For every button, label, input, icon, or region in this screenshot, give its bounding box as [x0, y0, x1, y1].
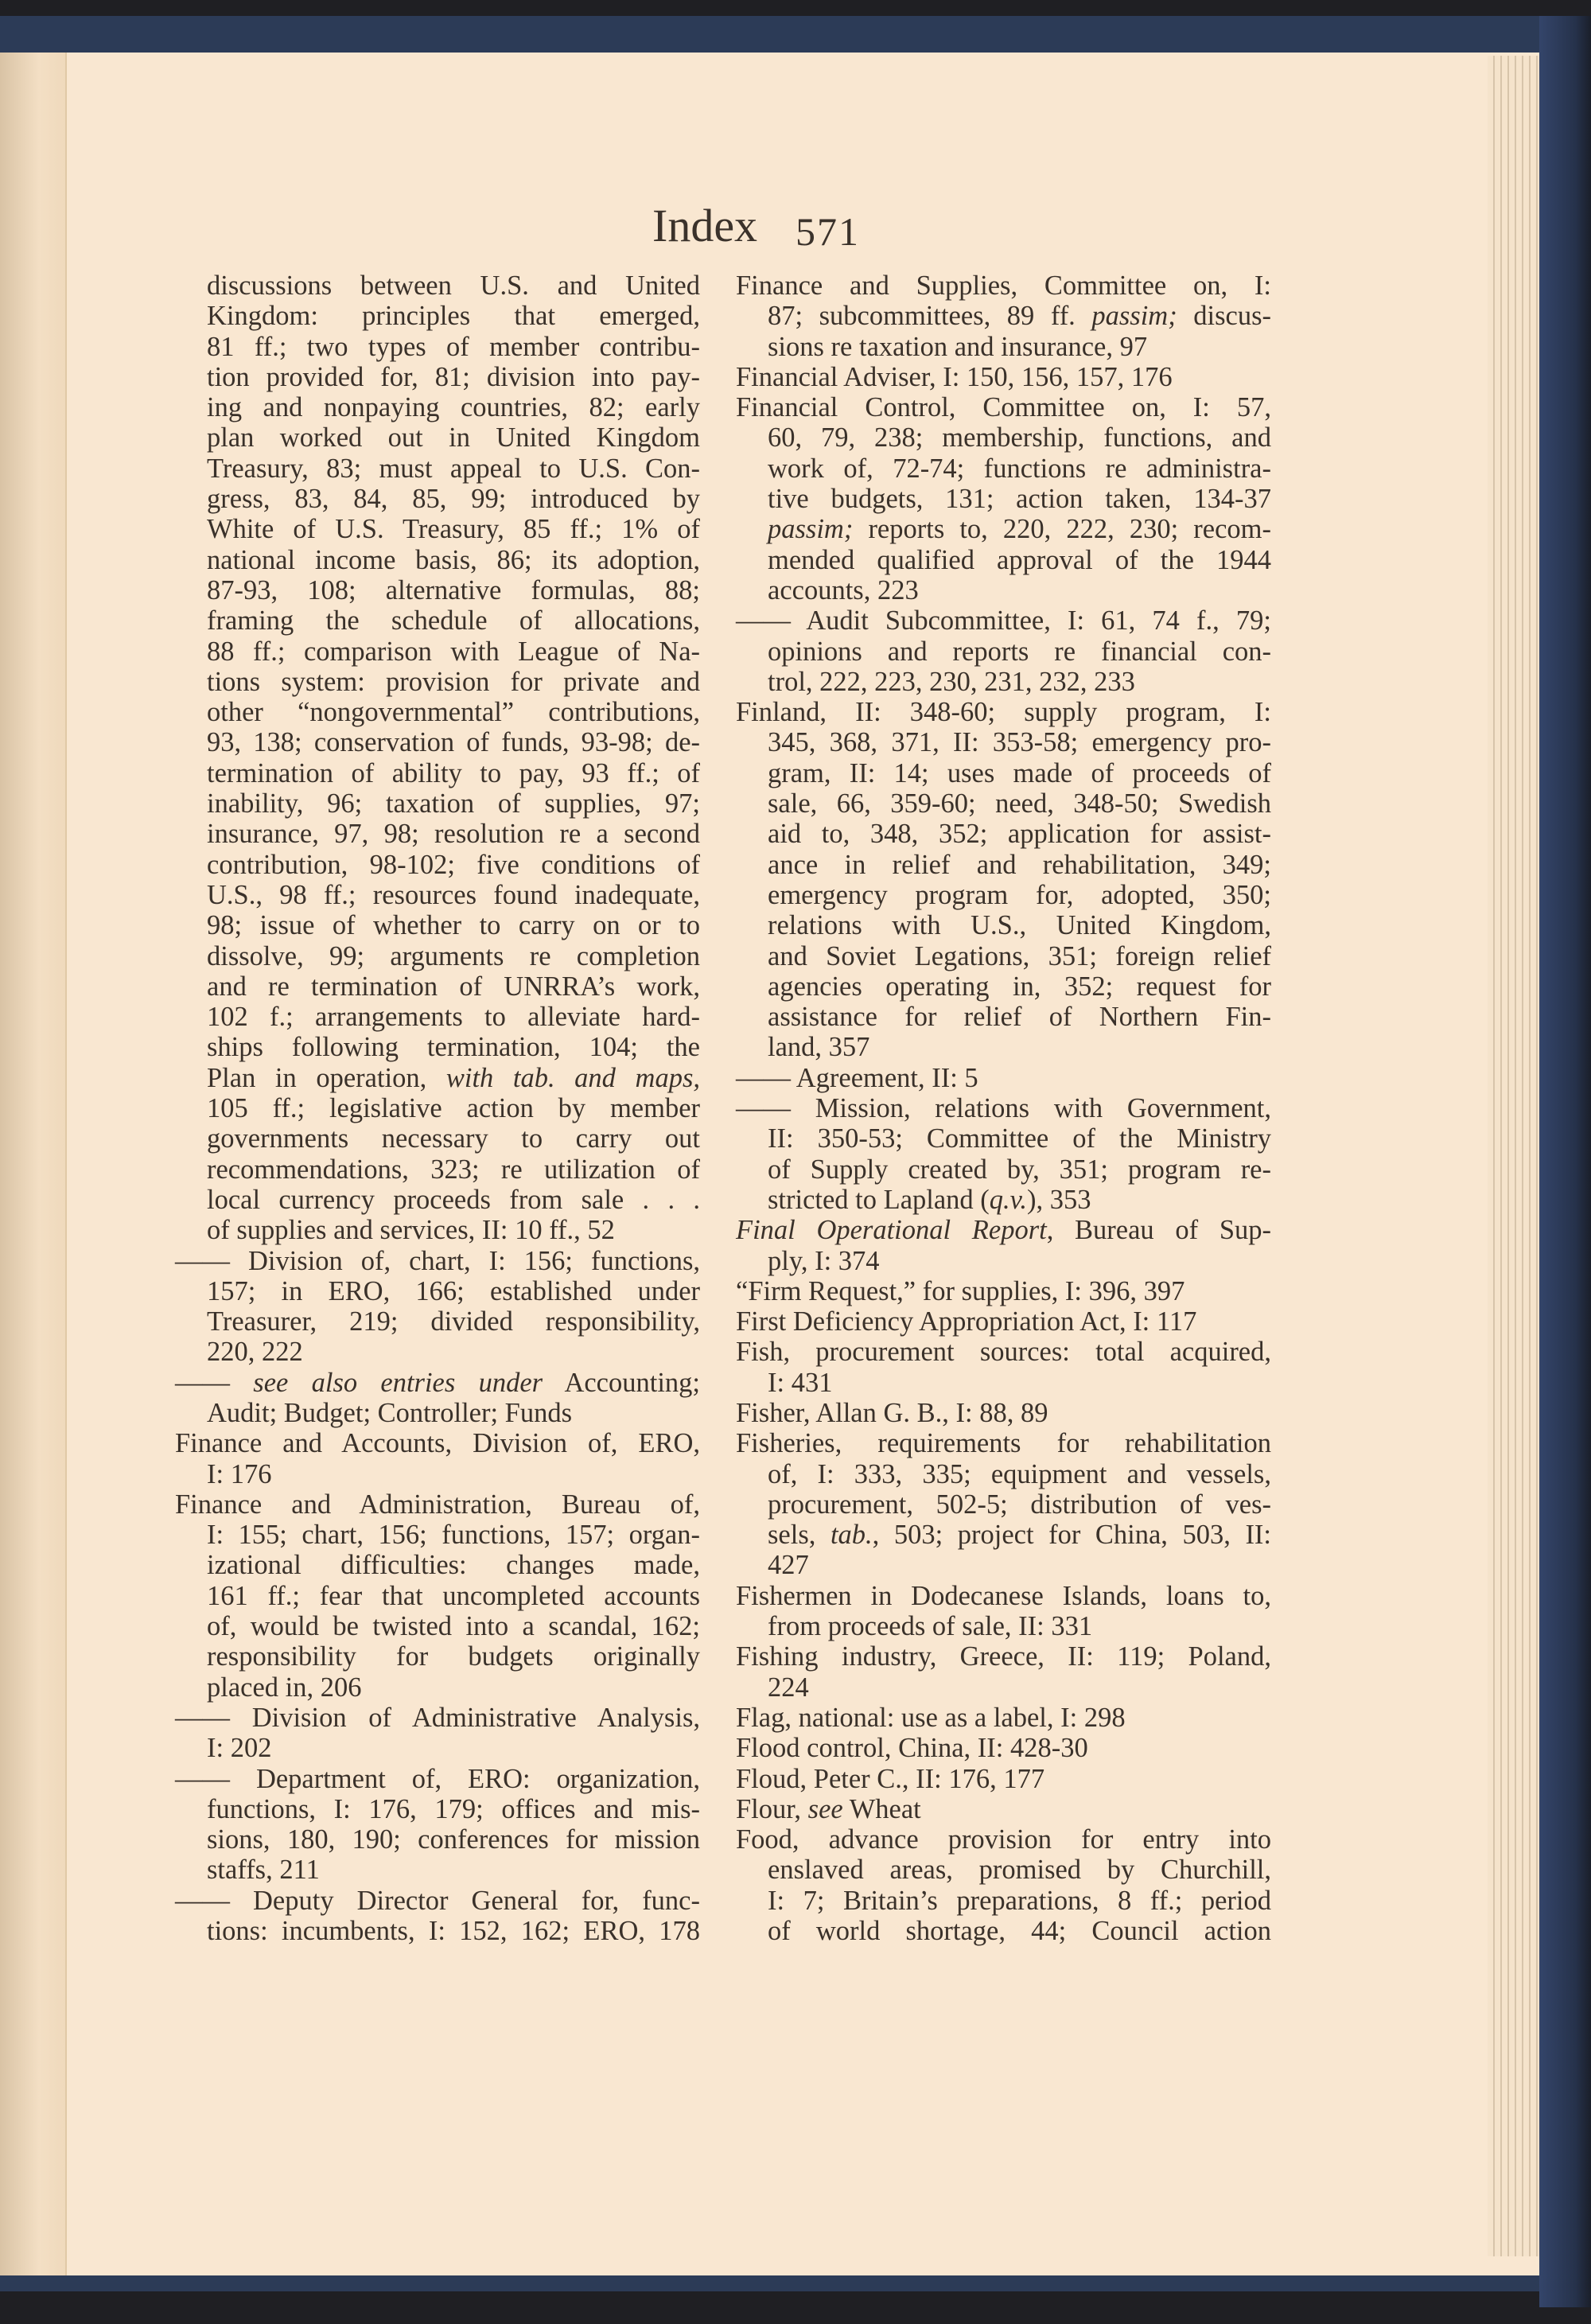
index-entry-continuation: [175, 1581, 700, 1611]
text: insurance, 97, 98; resolution re a second: [207, 819, 700, 850]
index-entry-continuation: [175, 1824, 700, 1855]
text: 87; subcommittees, 89 ff.: [768, 301, 1092, 332]
index-entry-continuation: [175, 1550, 700, 1580]
index-entry-continuation: [175, 910, 700, 940]
index-entry-continuation: [175, 1215, 700, 1245]
index-entry-continuation: [736, 850, 1271, 880]
index-entry-line: [736, 392, 1271, 422]
text: Fishermen in Dodecanese Islands, loans to,: [736, 1580, 1271, 1611]
index-entry-line: [736, 362, 1271, 392]
text: responsibility for budgets originally: [207, 1641, 700, 1672]
text: —— Department of, ERO: organization,: [175, 1763, 700, 1794]
index-entry-continuation: [175, 880, 700, 910]
index-entry-line: [736, 1703, 1271, 1733]
index-entry-continuation: [175, 636, 700, 667]
index-entry-continuation: [736, 1855, 1271, 1885]
text: sions re taxation and insurance, 97: [768, 331, 1148, 362]
index-entry-continuation: [175, 1520, 700, 1550]
index-entry-continuation: [175, 362, 700, 392]
index-entry-line: [736, 1824, 1271, 1855]
index-entry-continuation: [736, 1611, 1271, 1641]
index-entry-continuation: [736, 1459, 1271, 1489]
index-entry-line: [175, 1489, 700, 1520]
index-entry-continuation: [175, 484, 700, 514]
text: discus-: [1177, 301, 1271, 332]
index-entry-continuation: [736, 727, 1271, 757]
index-entry-continuation: [175, 1398, 700, 1428]
text: II: 350-53; Committee of the Ministry: [768, 1123, 1271, 1154]
text: Plan in operation,: [207, 1062, 446, 1093]
index-entry-line: [736, 1276, 1271, 1306]
index-entry-line: [736, 1428, 1271, 1458]
index-entry-line: [175, 1703, 700, 1733]
text: and Soviet Legations, 351; foreign relief: [768, 940, 1271, 971]
index-entry-continuation: [175, 605, 700, 636]
text: Fishing industry, Greece, II: 119; Poland,: [736, 1641, 1271, 1672]
index-entry-line: [175, 1428, 700, 1458]
text: Finance and Administration, Bureau of,: [175, 1489, 700, 1520]
text: tion provided for, 81; division into pay-: [207, 361, 700, 392]
index-entry-continuation: [175, 454, 700, 484]
index-entry-continuation: [175, 1032, 700, 1062]
index-entry-line: [736, 1641, 1271, 1672]
text: 98; issue of whether to carry on or to: [207, 910, 700, 941]
text: of, would be twisted into a scandal, 162;: [207, 1611, 700, 1642]
index-entry-continuation: [736, 575, 1271, 605]
index-entry-continuation: [175, 1306, 700, 1337]
index-entry-continuation: [736, 758, 1271, 788]
text: Finland, II: 348-60; supply program, I:: [736, 697, 1271, 728]
index-entry-continuation: [175, 1641, 700, 1672]
text: procurement, 502-5; distribution of ves-: [768, 1489, 1271, 1520]
index-entry-continuation: [736, 880, 1271, 910]
text: ), 353: [1027, 1184, 1091, 1215]
index-entry-continuation: [175, 1093, 700, 1123]
text: mended qualified approval of the 1944: [768, 544, 1271, 575]
index-entry-continuation: [736, 1886, 1271, 1916]
page-gutter: [0, 53, 67, 2275]
text: Wheat: [842, 1793, 921, 1824]
text: Food, advance provision for entry into: [736, 1824, 1271, 1855]
text: Fisher, Allan G. B., I: 88, 89: [736, 1397, 1048, 1428]
index-entry-line: [736, 271, 1271, 301]
text: recommendations, 323; re utilization of: [207, 1154, 700, 1185]
italic-text: passim;: [1091, 301, 1177, 332]
index-entry-continuation: [736, 971, 1271, 1002]
index-entry-line: [736, 1306, 1271, 1337]
index-entry-continuation: [175, 819, 700, 849]
italic-text: tab.: [830, 1520, 873, 1551]
page-title: Index: [652, 200, 758, 251]
index-entry-line: [736, 605, 1271, 636]
text: I: 431: [768, 1367, 833, 1398]
text: contribution, 98-102; five conditions of: [207, 849, 700, 880]
text: , 503; project for China, 503, II:: [872, 1520, 1272, 1551]
index-entry-continuation: [736, 1520, 1271, 1550]
text: ply, I: 374: [768, 1245, 880, 1276]
index-entry-continuation: [175, 850, 700, 880]
text: 81 ff.; two types of member contribu-: [207, 331, 700, 362]
index-entry-continuation: [736, 484, 1271, 514]
text: dissolve, 99; arguments re completion: [207, 940, 700, 971]
index-entry-continuation: [175, 301, 700, 331]
text: reports to, 220, 222, 230; recom-: [853, 514, 1271, 545]
text: gress, 83, 84, 85, 99; introduced by: [207, 484, 700, 515]
index-entry-line: [736, 1215, 1271, 1245]
text: national income basis, 86; its adoption,: [207, 544, 700, 575]
text: assistance for relief of Northern Fin-: [768, 1002, 1271, 1033]
text: discussions between U.S. and United: [207, 271, 700, 301]
index-entry-continuation: [736, 1154, 1271, 1185]
text: Financial Control, Committee on, I: 57,: [736, 392, 1271, 423]
index-entry-line: [175, 271, 700, 301]
index-entry-line: [175, 1368, 700, 1398]
text: 93, 138; conservation of funds, 93-98; de-: [207, 727, 700, 758]
text: and re termination of UNRRA’s work,: [207, 971, 700, 1002]
index-entry-continuation: [175, 758, 700, 788]
index-entry-continuation: [736, 545, 1271, 575]
index-entry-continuation: [175, 392, 700, 422]
text: Floud, Peter C., II: 176, 177: [736, 1763, 1045, 1794]
index-entry-continuation: [175, 1733, 700, 1763]
text: I: 176: [207, 1458, 272, 1489]
text: Treasurer, 219; divided responsibility,: [207, 1306, 700, 1337]
text: termination of ability to pay, 93 ff.; of: [207, 757, 700, 788]
text: opinions and reports re financial con-: [768, 636, 1271, 667]
index-entry-continuation: [736, 454, 1271, 484]
text: placed in, 206: [207, 1672, 362, 1703]
text: Kingdom: principles that emerged,: [207, 301, 700, 332]
text: of, I: 333, 335; equipment and vessels,: [768, 1458, 1271, 1489]
index-entry-line: [175, 1886, 700, 1916]
text: sale, 66, 359-60; need, 348-50; Swedish: [768, 788, 1271, 819]
text: White of U.S. Treasury, 85 ff.; 1% of: [207, 514, 700, 545]
index-entry-continuation: [175, 1063, 700, 1093]
text: tions system: provision for private and: [207, 666, 700, 697]
page-edges: [1488, 56, 1539, 2256]
text: Flour,: [736, 1793, 808, 1824]
index-entry-line: [736, 1581, 1271, 1611]
text: —— Mission, relations with Government,: [736, 1093, 1271, 1124]
text: local currency proceeds from sale . . .: [207, 1184, 700, 1215]
index-entry-continuation: [175, 1123, 700, 1154]
text: agencies operating in, 352; request for: [768, 971, 1271, 1002]
text: First Deficiency Appropriation Act, I: 117: [736, 1306, 1197, 1337]
index-entry-continuation: [736, 1489, 1271, 1520]
text: Treasury, 83; must appeal to U.S. Con-: [207, 453, 700, 484]
text: ——: [175, 1367, 254, 1398]
index-entry-continuation: [736, 1123, 1271, 1154]
index-entry-continuation: [175, 1916, 700, 1946]
index-entry-line: [736, 697, 1271, 727]
index-entry-continuation: [736, 636, 1271, 667]
italic-text: passim;: [768, 514, 854, 545]
text: izational difficulties: changes made,: [207, 1550, 700, 1581]
index-entry-continuation: [175, 545, 700, 575]
index-entry-continuation: [175, 971, 700, 1002]
index-entry-continuation: [736, 788, 1271, 819]
index-entry-continuation: [175, 1002, 700, 1032]
index-entry-continuation: [175, 941, 700, 971]
text: “Firm Request,” for supplies, I: 396, 397: [736, 1275, 1185, 1306]
text: Flag, national: use as a label, I: 298: [736, 1702, 1126, 1733]
index-entry-line: [175, 1764, 700, 1794]
text: work of, 72-74; functions re administra-: [768, 453, 1271, 484]
index-entry-continuation: [736, 1032, 1271, 1062]
index-entry-line: [175, 1246, 700, 1276]
index-entry-continuation: [175, 422, 700, 453]
index-entry-continuation: [175, 332, 700, 362]
page-number: 571: [796, 209, 860, 254]
italic-text: see: [807, 1793, 843, 1824]
index-entry-continuation: [175, 1154, 700, 1185]
italic-text: q.v.: [989, 1184, 1028, 1215]
index-column-left: [175, 271, 700, 1946]
text: sels,: [768, 1520, 831, 1551]
index-entry-line: [736, 1733, 1271, 1763]
index-entry-continuation: [175, 1855, 700, 1885]
text: Fisheries, requirements for rehabilitation: [736, 1428, 1271, 1459]
index-entry-continuation: [175, 727, 700, 757]
text: inability, 96; taxation of supplies, 97;: [207, 788, 700, 819]
index-entry-continuation: [736, 422, 1271, 453]
index-entry-continuation: [736, 941, 1271, 971]
index-entry-continuation: [736, 1916, 1271, 1946]
text: 161 ff.; fear that uncompleted accounts: [207, 1580, 700, 1611]
text: I: 202: [207, 1733, 272, 1764]
text: of world shortage, 44; Council action: [768, 1916, 1271, 1947]
text: Finance and Accounts, Division of, ERO,: [175, 1428, 700, 1459]
text: —— Deputy Director General for, func-: [175, 1885, 700, 1916]
text: ing and nonpaying countries, 82; early: [207, 392, 700, 423]
index-entry-continuation: [175, 1611, 700, 1641]
text: Finance and Supplies, Committee on, I:: [736, 271, 1271, 301]
text: relations with U.S., United Kingdom,: [768, 910, 1271, 941]
text: from proceeds of sale, II: 331: [768, 1611, 1093, 1642]
text: 345, 368, 371, II: 353-58; emergency pro-: [768, 727, 1271, 758]
index-entry-continuation: [175, 788, 700, 819]
index-entry-continuation: [736, 819, 1271, 849]
text: ships following termination, 104; the: [207, 1032, 700, 1063]
text: 87-93, 108; alternative formulas, 88;: [207, 574, 700, 605]
index-entry-continuation: [736, 667, 1271, 697]
text: 220, 222: [207, 1337, 303, 1368]
index-entry-continuation: [175, 697, 700, 727]
text: functions, I: 176, 179; offices and mis-: [207, 1793, 700, 1824]
text: enslaved areas, promised by Churchill,: [768, 1855, 1271, 1886]
text: Fish, procurement sources: total acquired,: [736, 1337, 1271, 1368]
index-entry-continuation: [175, 1672, 700, 1703]
index-entry-line: [736, 1794, 1271, 1824]
index-entry-line: [736, 1764, 1271, 1794]
text: , Bureau of Sup-: [1046, 1215, 1271, 1246]
text: 88 ff.; comparison with League of Na-: [207, 636, 700, 667]
text: 427: [768, 1550, 809, 1581]
text: 102 f.; arrangements to alleviate hard-: [207, 1002, 700, 1033]
text: sions, 180, 190; conferences for mission: [207, 1824, 700, 1855]
index-entry-continuation: [175, 575, 700, 605]
text: governments necessary to carry out: [207, 1123, 700, 1154]
index-entry-continuation: [736, 1002, 1271, 1032]
index-entry-continuation: [736, 332, 1271, 362]
italic-text: see also entries under: [253, 1367, 543, 1398]
text: accounts, 223: [768, 574, 919, 605]
index-entry-continuation: [736, 301, 1271, 331]
index-entry-line: [736, 1063, 1271, 1093]
text: Financial Adviser, I: 150, 156, 157, 176: [736, 361, 1173, 392]
text: 224: [768, 1672, 809, 1703]
text: U.S., 98 ff.; resources found inadequate,: [207, 879, 700, 910]
index-entry-continuation: [175, 1459, 700, 1489]
index-entry-continuation: [175, 667, 700, 697]
text: —— Division of, chart, I: 156; functions,: [175, 1245, 700, 1276]
text: —— Audit Subcommittee, I: 61, 74 f., 79;: [736, 605, 1271, 636]
text: ance in relief and rehabilitation, 349;: [768, 849, 1271, 880]
text: —— Agreement, II: 5: [736, 1062, 978, 1093]
index-entry-continuation: [736, 910, 1271, 940]
italic-text: Final Operational Report: [736, 1215, 1047, 1246]
text: land, 357: [768, 1032, 870, 1063]
text: emergency program for, adopted, 350;: [768, 879, 1271, 910]
text: of Supply created by, 351; program re-: [768, 1154, 1271, 1185]
text: Flood control, China, II: 428-30: [736, 1733, 1088, 1764]
italic-text: with tab. and maps,: [445, 1062, 700, 1093]
text: plan worked out in United Kingdom: [207, 422, 700, 454]
index-entry-continuation: [736, 1672, 1271, 1703]
index-entry-line: [736, 1337, 1271, 1367]
text: 60, 79, 238; membership, functions, and: [768, 422, 1271, 454]
index-entry-continuation: [175, 1185, 700, 1215]
text: 105 ff.; legislative action by member: [207, 1093, 700, 1124]
index-entry-continuation: [175, 1794, 700, 1824]
text: Accounting;: [543, 1367, 700, 1398]
index-entry-continuation: [175, 1276, 700, 1306]
text: 157; in ERO, 166; established under: [207, 1275, 700, 1306]
text: stricted to Lapland (: [768, 1184, 990, 1215]
index-entry-line: [736, 1398, 1271, 1428]
text: staffs, 211: [207, 1855, 320, 1886]
text: framing the schedule of allocations,: [207, 605, 700, 636]
text: I: 155; chart, 156; functions, 157; organ-: [207, 1520, 700, 1551]
index-entry-continuation: [736, 514, 1271, 544]
index-entry-continuation: [736, 1550, 1271, 1580]
text: other “nongovernmental” contributions,: [207, 697, 700, 728]
index-entry-continuation: [736, 1185, 1271, 1215]
index-entry-continuation: [736, 1246, 1271, 1276]
text: tions: incumbents, I: 152, 162; ERO, 178: [207, 1916, 700, 1947]
text: —— Division of Administrative Analysis,: [175, 1702, 700, 1733]
index-entry-continuation: [736, 1368, 1271, 1398]
text: tive budgets, 131; action taken, 134-37: [768, 484, 1271, 515]
text: aid to, 348, 352; application for assist-: [768, 819, 1271, 850]
index-entry-continuation: [175, 1337, 700, 1367]
book-cover-edge: [1539, 16, 1591, 2307]
text: trol, 222, 223, 230, 231, 232, 233: [768, 666, 1135, 697]
index-column-right: [736, 271, 1271, 1946]
text: gram, II: 14; uses made of proceeds of: [768, 757, 1271, 788]
text: of supplies and services, II: 10 ff., 52: [207, 1215, 615, 1246]
text: I: 7; Britain’s preparations, 8 ff.; period: [768, 1885, 1271, 1916]
index-entry-line: [736, 1093, 1271, 1123]
index-entry-continuation: [175, 514, 700, 544]
text: Audit; Budget; Controller; Funds: [207, 1397, 573, 1428]
